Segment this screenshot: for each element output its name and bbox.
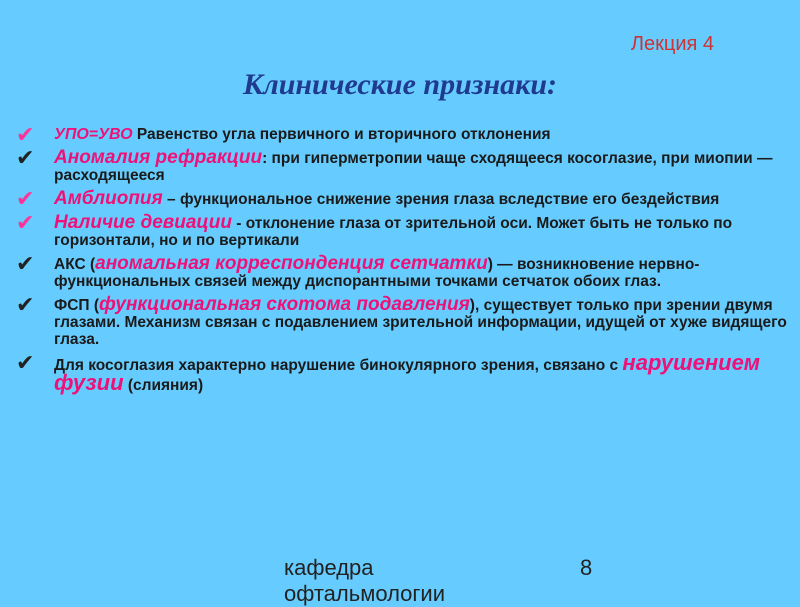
list-item: [14, 293, 790, 348]
list-item: [14, 123, 790, 148]
item-text: [54, 126, 790, 143]
footer-department: [284, 555, 484, 607]
list-item: [14, 146, 790, 184]
item-prefix: Для косоглазия характерно нарушение бинокулярного зрения, связано с: [54, 357, 623, 374]
check-dark-icon: ✔: [16, 293, 35, 318]
item-term: Амблиопия: [54, 188, 163, 209]
bullet-list: [14, 123, 790, 400]
item-text: [54, 149, 790, 184]
item-term: нарушением фузии: [54, 350, 761, 395]
check-dark-icon: ✔: [16, 252, 35, 277]
item-text: [54, 255, 790, 290]
slide-title: Клинические признаки:: [242, 68, 558, 101]
item-text: [54, 296, 790, 348]
item-prefix: ФСП (: [54, 297, 100, 314]
item-body: - отклонение глаза от зрительной оси. Может быть не только по горизонтали, но и по вертикали: [54, 215, 733, 249]
lecture-label: Лекция 4: [630, 33, 714, 55]
item-body: (слияния): [123, 377, 204, 394]
check-dark-icon: ✔: [16, 351, 35, 376]
check-pink-icon: ✔: [16, 211, 35, 236]
item-term: Аномалия рефракции: [54, 147, 263, 168]
item-prefix: АКС (: [54, 256, 96, 273]
list-item: [14, 252, 790, 290]
list-item: [14, 211, 790, 249]
item-body: – функциональное снижение зрения глаза вследствие его бездействия: [162, 191, 720, 208]
list-item: [14, 187, 790, 212]
item-term: функциональная скотома подавления: [99, 294, 470, 315]
item-term: Наличие девиации: [54, 212, 232, 233]
page-number: 8: [580, 555, 593, 580]
item-term: аномальная корреспонденция сетчатки: [95, 253, 488, 274]
item-body: Равенство угла первичного и вторичного отклонения: [132, 126, 551, 143]
check-pink-icon: ✔: [16, 187, 35, 212]
check-dark-icon: ✔: [16, 146, 35, 171]
item-body: ) — возникновение нервно-функциональных связей между диспорантными точками сетчаток обоих глаз.: [54, 256, 700, 290]
list-item: [14, 350, 790, 395]
item-body: ), существует только при зрении двумя глазами. Механизм связан с подавлением зрительной информации, идущей от хуже видящего глаза.: [54, 297, 787, 348]
check-pink-icon: ✔: [16, 123, 35, 148]
footer-department-line2: офтальмологии: [284, 581, 446, 606]
item-text: [54, 190, 790, 208]
item-term: УПО=УВО: [54, 126, 133, 143]
item-text: [54, 214, 790, 249]
item-body: : при гиперметропии чаще сходящееся косоглазие, при миопии — расходящееся: [54, 150, 773, 184]
item-text: [54, 350, 790, 395]
footer-department-line1: кафедра: [284, 555, 374, 580]
